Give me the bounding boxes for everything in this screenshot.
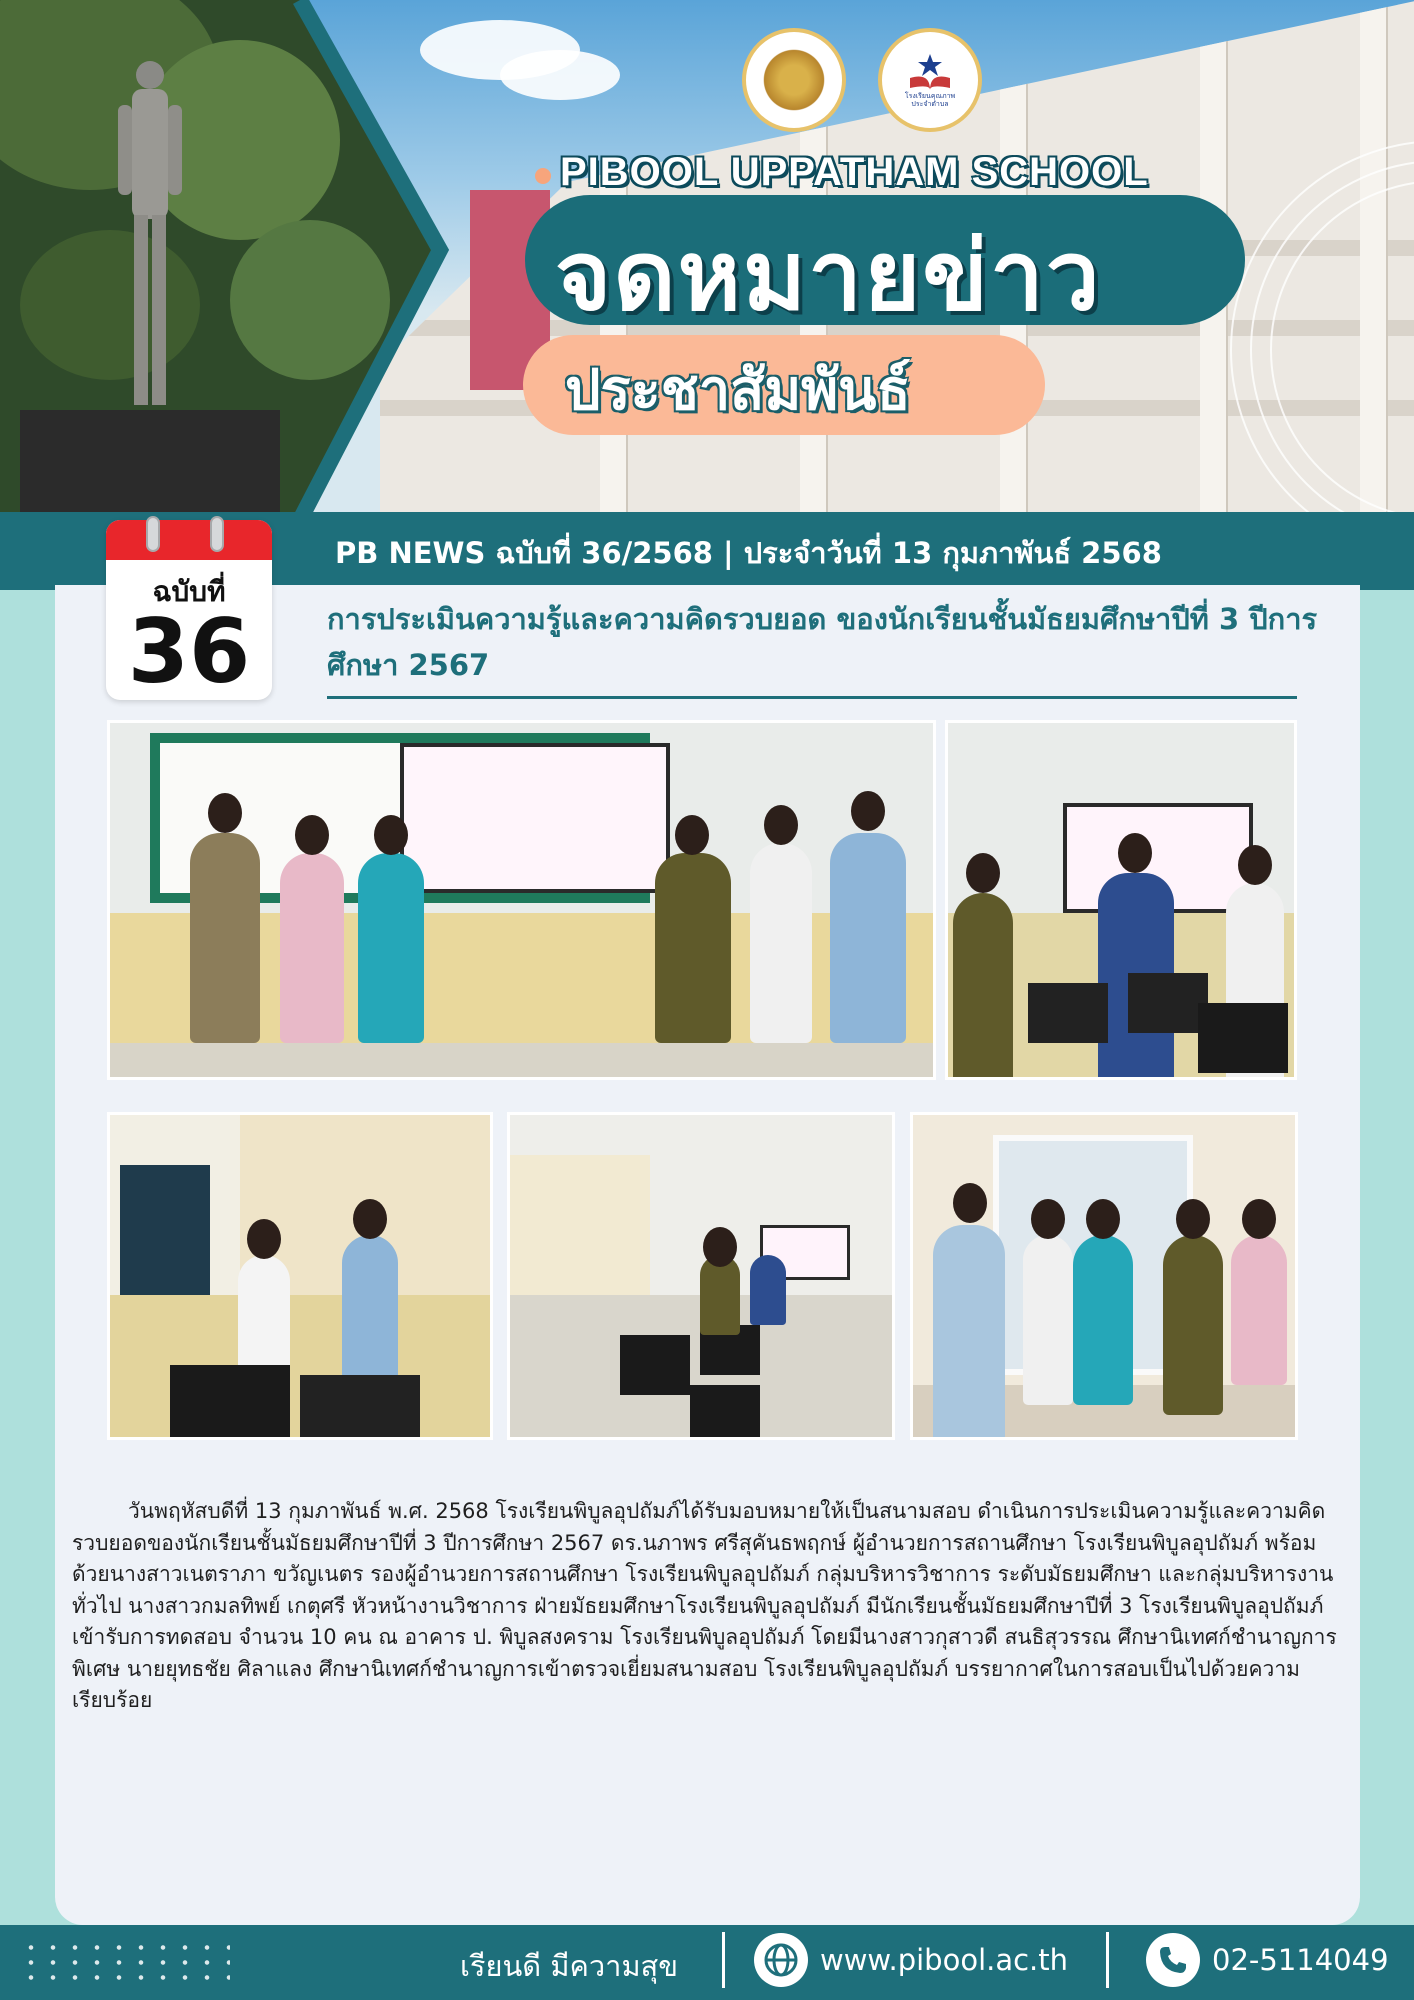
photo-group-entrance: [910, 1112, 1298, 1440]
footer-separator: [1106, 1932, 1109, 1988]
globe-icon: [754, 1933, 808, 1987]
photo-exam-room-2: [107, 1112, 493, 1440]
issue-calendar: [106, 520, 272, 700]
quality-school-logo: [878, 28, 982, 132]
calendar-ring: [146, 516, 160, 552]
book-star-icon: [904, 52, 956, 92]
decor-dots: [20, 1940, 230, 1986]
newsletter-subtitle: ประชาสัมพันธ์: [565, 358, 911, 423]
chevron-divider: [280, 0, 460, 520]
website-link[interactable]: www.pibool.ac.th: [820, 1943, 1069, 1977]
orange-dot: [535, 168, 551, 184]
school-emblem-logo: [742, 28, 846, 132]
phone-icon: [1146, 1933, 1200, 1987]
phone-number[interactable]: 02-5114049: [1212, 1943, 1389, 1977]
calendar-number: 36: [127, 600, 251, 700]
footer-separator: [722, 1932, 725, 1988]
article-body: วันพฤหัสบดีที่ 13 กุมภาพันธ์ พ.ศ. 2568 โรงเรียนพิบูลอุปถัมภ์ได้รับมอบหมายให้เป็นสนามสอบ ดำเนินการประเมินความรู้และความคิดรวบยอดของนักเรียนชั้นมัธยมศึกษาปีที่ 3 ปีการศึกษา 2567 ดร.นภาพร ศรีสุคันธพฤกษ์ ผู้อำนวยการสถานศึกษา โรงเรียนพิบูลอุปถัมภ์ พร้อมด้วยนางสาวเนตราภา ขวัญเนตร รองผู้อำนวยการสถานศึกษา โรงเรียนพิบูลอุปถัมภ์ กลุ่มบริหารวิชาการ ระดับมัธยมศึกษา และกลุ่มบริหารงานทั่วไป นางสาวกมลทิพย์ เกตุศรี หัวหน้างานวิชาการ ฝ่ายมัธยมศึกษาโรงเรียนพิบูลอุปถัมภ์ มีนักเรียนชั้นมัธยมศึกษาปีที่ 3 โรงเรียนพิบูลอุปถัมภ์เข้ารับการทดสอบ จำนวน 10 คน ณ อาคาร ป. พิบูลสงคราม โรงเรียนพิบูลอุปถัมภ์ โดยมีนางสาวกุสาวดี สนธิสุวรรณ ศึกษานิเทศก์ชำนาญการพิเศษ นายยุทธชัย ศิลาแลง ศึกษานิเทศก์ชำนาญการเข้าตรวจเยี่ยมสนามสอบ โรงเรียนพิบูลอุปถัมภ์ บรรยากาศในการสอบเป็นไปด้วยความเรียบร้อย: [72, 1499, 1337, 1712]
photo-computer-room-1: [945, 720, 1297, 1080]
photo-exam-room-3: [507, 1112, 895, 1440]
school-name: PIBOOL UPPATHAM SCHOOL: [560, 150, 1149, 194]
cloud: [500, 50, 620, 100]
newsletter-title: จดหมายข่าว: [555, 220, 1102, 332]
photo-group-whiteboard: [107, 720, 936, 1080]
statue-figure: [110, 55, 190, 415]
calendar-ring: [210, 516, 224, 552]
calendar-label: ฉบับที่: [152, 575, 226, 608]
headline-rule: [327, 696, 1297, 699]
article-headline: การประเมินความรู้และความคิดรวบยอด ของนักเรียนชั้นมัธยมศึกษาปีที่ 3 ปีการศึกษา 2567: [327, 602, 1318, 682]
footer-slogan: เรียนดี มีความสุข: [460, 1949, 679, 1983]
logo-caption: โรงเรียนคุณภาพ ประจำตำบล: [904, 92, 956, 108]
statue-pedestal: [20, 410, 280, 520]
issue-bar-text: PB NEWS ฉบับที่ 36/2568 | ประจำวันที่ 13 กุมภาพันธ์ 2568: [335, 536, 1162, 570]
